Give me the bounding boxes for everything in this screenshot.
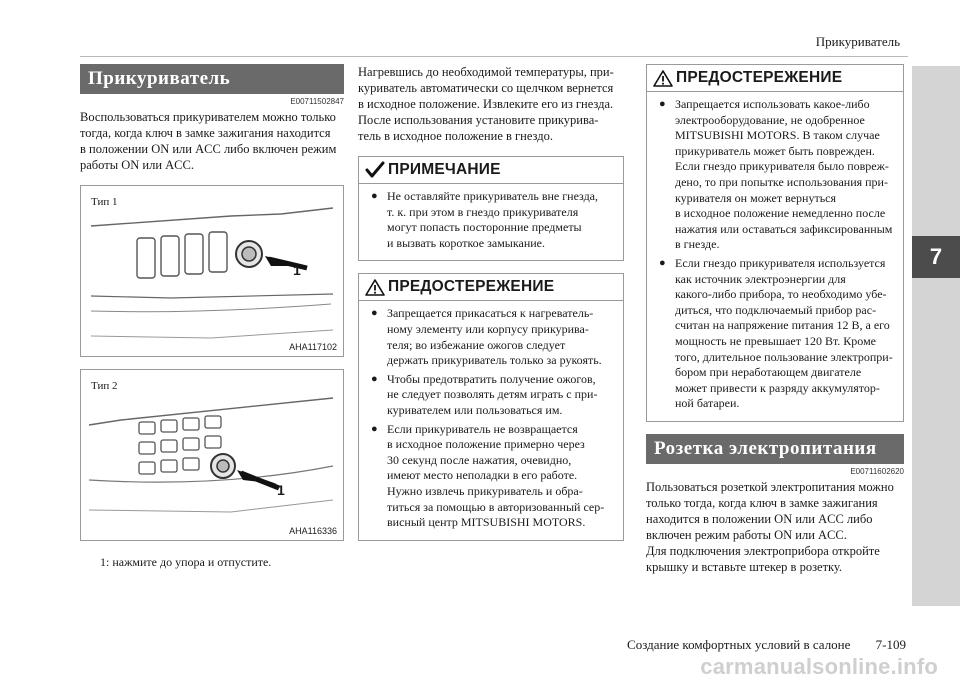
chapter-side-tab — [912, 66, 960, 606]
caution-title: ПРЕДОСТЕРЕЖЕНИЕ — [676, 69, 843, 86]
figure-code: AHA117102 — [289, 342, 337, 352]
column-right — [646, 64, 904, 575]
column-middle — [358, 64, 624, 541]
lighter-panel-type2-illustration — [81, 370, 343, 540]
warning-triangle-icon — [365, 279, 385, 296]
list-item: ● Запрещается использовать какое-либо электрооборудование, не одобренное MITSUBISHI MOTORS. В таком случае прикуриватель может быть поврежден. Если гнездо прикуривателя было повреж- дено, то при попытке использования при- куривателя он может вернуться в исходное положение немедленно после нажатия или оставаться зафиксированным в гнезде. — [659, 97, 897, 253]
section-code: E00711602620 — [850, 466, 904, 476]
page-footer — [627, 637, 906, 653]
figure-code: AHA116336 — [289, 526, 337, 536]
section-intro-text: Воспользоваться прикуривателем можно только тогда, когда ключ в замке зажигания находится в положении ON или ACC либо включен режим работы ON или ACC. — [80, 110, 337, 172]
list-item: ● Если прикуриватель не возвращается в исходное положение примерно через 30 секунд после нажатия, очевидно, имеют место неполадки в его работе. Нужно извлечь прикуриватель и обра- титься за помощью в авторизованный сер- висный центр MITSUBISHI MOTORS. — [371, 422, 617, 531]
figure-type1 — [80, 185, 344, 357]
list-item: ● Если гнездо прикуривателя используется как источник электроэнергии для какого-либо прибора, то необходимо убе- диться, что подключаемый прибор рас- считан на напряжение питания 12 В, а его мощность не превышает 120 Вт. Кроме того, длительное пользование электропри- бором при неработающем двигателе может привести к разряду аккумулятор- ной батареи. — [659, 256, 897, 412]
note-title: ПРИМЕЧАНИЕ — [388, 161, 501, 178]
footer-section-title: Создание комфортных условий в салоне — [627, 637, 851, 652]
list-item: ● Запрещается прикасаться к нагреватель- ному элементу или корпусу прикурива- теля; во избежание ожогов следует держать прикуриватель только за рукоять. — [371, 306, 617, 368]
list-item: ● Чтобы предотвратить получение ожогов, не следует позволять детям играть с при- куривателем или пользоваться им. — [371, 372, 617, 419]
figure-caption: 1: нажмите до упора и отпустите. — [100, 555, 272, 569]
lighter-panel-type1-illustration — [81, 186, 343, 356]
caution-box — [646, 64, 904, 422]
figure-callout-number: 1 — [277, 482, 285, 498]
list-item: ● Не оставляйте прикуриватель вне гнезда, т. к. при этом в гнездо прикуривателя могут попасть посторонние предметы и вызвать короткое замыкание. — [371, 189, 617, 251]
note-header — [359, 157, 623, 184]
chapter-number: 7 — [912, 236, 960, 278]
figure-type-label: Тип 1 — [91, 196, 118, 208]
section-heading-power-outlet: Розетка электропитания — [646, 434, 904, 464]
section-code: E00711502847 — [290, 97, 344, 106]
caution-header — [359, 274, 623, 301]
caution-title: ПРЕДОСТЕРЕЖЕНИЕ — [388, 278, 555, 296]
column-left — [80, 64, 344, 570]
caution-box — [358, 273, 624, 540]
caution-header — [647, 65, 903, 92]
running-head: Прикуриватель — [815, 34, 900, 49]
section-heading-lighter: Прикуриватель — [80, 64, 344, 94]
lighter-usage-text: Нагревшись до необходимой температуры, при- куриватель автоматически со щелчком вернется в исходное положение. Извлеките его из гнезда. После использования установите прикурива- тель в исходное положение в гнездо. — [358, 65, 614, 143]
caution-list — [647, 92, 903, 421]
figure-type2 — [80, 369, 344, 541]
header-rule — [80, 56, 908, 57]
figure-type-label: Тип 2 — [91, 380, 118, 392]
figure-callout-number: 1 — [293, 262, 301, 278]
power-outlet-text: Пользоваться розеткой электропитания можно только тогда, когда ключ в замке зажигания находится в положении ON или ACC либо включен режим работы ON или ACC. Для подключения электроприбора откройте крышку и вставьте штекер в розетку. — [646, 479, 894, 574]
warning-triangle-icon — [653, 70, 673, 87]
watermark: carmanualsonline.info — [700, 654, 938, 679]
check-note-icon — [365, 161, 385, 179]
caution-list — [359, 301, 623, 539]
page-number: 7-109 — [875, 637, 906, 652]
note-box — [358, 156, 624, 261]
note-list — [359, 184, 623, 260]
